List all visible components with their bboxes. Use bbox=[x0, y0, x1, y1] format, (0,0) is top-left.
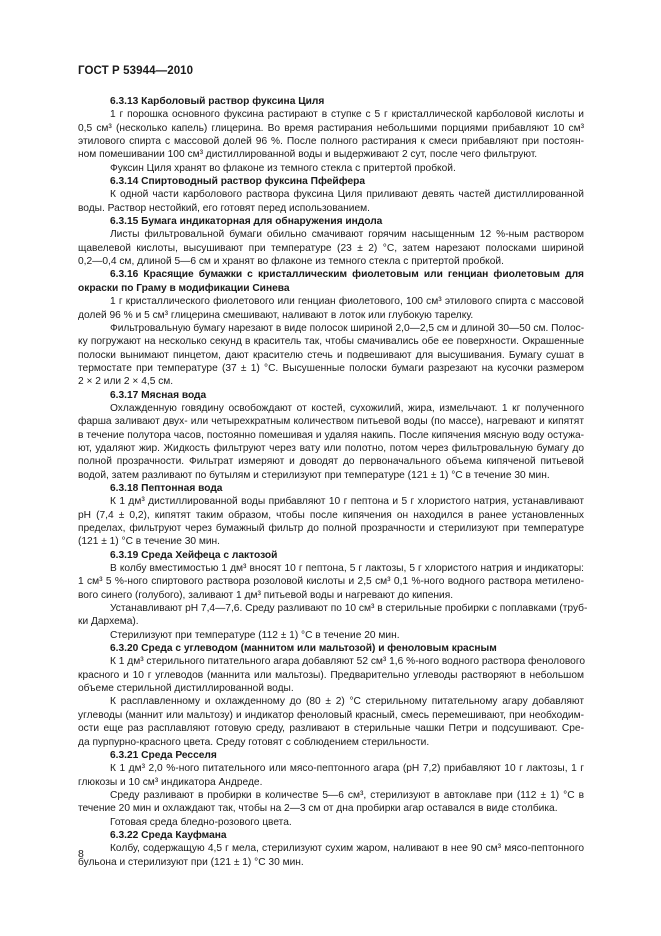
text-line: К 1 дм³ стерильного питательного агара добавляют 52 см³ 1,6 %-ного водного раствора фенолового bbox=[110, 656, 586, 668]
text-line: 2 × 2 или 2 × 4,5 см. bbox=[78, 376, 174, 388]
document-header: ГОСТ Р 53944—2010 bbox=[78, 65, 194, 77]
section-heading: 6.3.17 Мясная вода bbox=[110, 389, 207, 401]
text-line: 1 см³ 5 %-ного спиртового раствора розоловой кислоты и 2,5 см³ 0,1 %-ного водного раствора метилено- bbox=[78, 576, 584, 588]
text-line: ости еще раз расплавляют готовую среду, разливают в стерильные чашки Петри и подсушивают. Сре- bbox=[78, 723, 584, 735]
text-line: этилового спирта с массовой долей 96 %. После полного растирания к смеси прибавляют при постоян- bbox=[78, 136, 584, 148]
text-line: Колбу, содержащую 4,5 г мела, стерилизуют сухим жаром, наливают в нее 90 см³ мясо-пептонного bbox=[110, 843, 584, 855]
section-heading: 6.3.19 Среда Хейфеца с лактозой bbox=[110, 549, 278, 561]
text-line: Стерилизуют при температуре (112 ± 1) °С в течение 20 мин. bbox=[110, 629, 400, 641]
section-heading: 6.3.22 Среда Кауфмана bbox=[110, 829, 227, 841]
text-line: К 1 дм³ дистиллированной воды прибавляют 10 г пептона и 5 г хлористого натрия, устанавливают bbox=[110, 496, 584, 508]
text-line: (121 ± 1) °С в течение 30 мин. bbox=[78, 536, 221, 548]
text-line: ки Дархема). bbox=[78, 616, 139, 628]
text-line: бульона и стерилизуют при (121 ± 1) °С 30 мин. bbox=[78, 856, 304, 868]
text-line: вого синего (голубого), заливают 1 дм³ питьевой воды и нагревают до кипения. bbox=[78, 589, 454, 601]
text-line: глюкозы и 10 см³ индикатора Андреде. bbox=[78, 776, 263, 788]
section-heading: 6.3.14 Спиртоводный раствор фуксина Пфейфера bbox=[110, 176, 366, 188]
text-line: красного и 10 г углеводов (маннита или мальтозы). Предварительно углеводы растворяют в небольшом bbox=[78, 669, 584, 681]
text-line: объеме стерильной дистиллированной воды. bbox=[78, 683, 294, 695]
text-line: К 1 дм³ 2,0 %-ного питательного или мясо-пептонного агара (рН 7,2) прибавляют 10 г лактозы, 1 г bbox=[110, 763, 584, 775]
text-line: ку погружают на несколько секунд в краситель так, чтобы смачивались обе ее поверхности. Окрашенные bbox=[78, 336, 584, 348]
section-heading: 6.3.13 Карболовый раствор фуксина Циля bbox=[110, 96, 325, 107]
text-line: термостате при температуре (37 ± 1) °С. Высушенные полоски бумаги разрезают на кусочки размером bbox=[78, 362, 584, 374]
text-line: 0,2—0,4 см, длиной 5—6 см и хранят во флаконе из темного стекла с притертой пробкой. bbox=[78, 256, 504, 268]
text-line: В колбу вместимостью 1 дм³ вносят 10 г пептона, 5 г лактозы, 5 г хлористого натрия и индикаторы: bbox=[110, 563, 584, 575]
text-line: углеводы (маннит или мальтозу) и индикатор феноловый красный, смесь перемешивают, при необходим- bbox=[78, 709, 584, 721]
text-line: Фуксин Циля хранят во флаконе из темного стекла с притертой пробкой. bbox=[110, 162, 456, 174]
text-line: Среду разливают в пробирки в количестве 5—6 см³, стерилизуют в автоклаве при (112 ± 1) °С в bbox=[110, 789, 584, 801]
text-line: К одной части карболового раствора фуксина Циля приливают девять частей дистиллированной bbox=[110, 189, 584, 201]
text-line: полной прозрачности. Фильтрат измеряют и доводят до первоначального объема кипяченой питьевой bbox=[78, 456, 584, 468]
text-line: полоски вынимают пинцетом, дают красителю стечь и подвешивают для высушивания. Бумагу сушат в bbox=[78, 349, 584, 361]
section-heading: 6.3.21 Среда Ресселя bbox=[110, 749, 217, 761]
text-line: ном помешивании 100 см³ дистиллированной воды и выдерживают 2 сут, после чего фильтруют. bbox=[78, 149, 538, 161]
text-line: щавелевой кислоты, высушивают при температуре (23 ± 2) °С, затем нарезают полосками шириной bbox=[78, 242, 584, 254]
text-line: долей 96 % и 5 см³ глицерина смешивают, наливают в лоток или глубокую тарелку. bbox=[78, 309, 474, 321]
section-heading: окраски по Граму в модификации Синева bbox=[78, 282, 290, 294]
text-line: Устанавливают рН 7,4—7,6. Среду разливают по 10 см³ в стерильные пробирки с поплавками (труб- bbox=[110, 603, 588, 615]
text-line: пределах, фильтруют через бумажный фильтр до полной прозрачности и стерилизуют при температуре bbox=[78, 523, 584, 534]
text-line: рН (7,4 ± 0,2), кипятят таким образом, чтобы после кипячения он находился в ранее установленных bbox=[78, 509, 584, 521]
document-body bbox=[78, 95, 588, 869]
text-line: фарша заливают двух- или четырехкратным количеством питьевой воды (по массе), нагревают и кипятят bbox=[78, 416, 584, 428]
page-number: 8 bbox=[78, 848, 84, 860]
section-heading: 6.3.20 Среда с углеводом (маннитом или мальтозой) и феноловым красным bbox=[110, 643, 497, 655]
text-line: 1 г кристаллического фиолетового или генциан фиолетового, 100 см³ этилового спирта с массовой bbox=[110, 296, 584, 308]
text-line: Фильтровальную бумагу нарезают в виде полосок шириной 2,0—2,5 см и длиной 30—50 см. Полос- bbox=[110, 322, 585, 334]
text-line: 1 г порошка основного фуксина растирают в ступке с 5 г кристаллической карболовой кислоты и bbox=[110, 109, 584, 121]
section-heading: 6.3.15 Бумага индикаторная для обнаружения индола bbox=[110, 216, 383, 228]
text-line: Охлажденную говядину освобождают от костей, сухожилий, жира, измельчают. 1 кг полученного bbox=[110, 402, 584, 414]
text-line: водой, затем разливают по бутылям и стерилизуют при температуре (121 ± 1) °С в течение 30 мин. bbox=[78, 469, 550, 481]
section-heading: 6.3.18 Пептонная вода bbox=[110, 482, 223, 494]
text-line: Листы фильтровальной бумаги обильно смачивают горячим насыщенным 12 %-ным раствором bbox=[110, 229, 584, 241]
text-line: Готовая среда бледно-розового цвета. bbox=[110, 816, 292, 828]
section-heading: 6.3.16 Красящие бумажки с кристаллическим фиолетовым или генциан фиолетовым для bbox=[110, 269, 584, 281]
text-line: 0,5 см³ (несколько капель) глицерина. Во время растирания небольшими порциями прибавляют 10 см³ bbox=[78, 122, 584, 134]
text-line: в течение полутора часов, постоянно помешивая и удаляя накипь. После кипячения мясную воду остужа- bbox=[78, 429, 584, 441]
text-line: воды. Раствор нестойкий, его готовят перед использованием. bbox=[78, 202, 370, 214]
text-line: течение 20 мин и охлаждают так, чтобы на 2—3 см от дна пробирки агар оставался в виде столбика. bbox=[78, 803, 558, 815]
text-line: да пурпурно-красного цвета. Среду готовят с соблюдением стерильности. bbox=[78, 736, 430, 748]
text-line: К расплавленному и охлажденному до (80 ± 2) °С стерильному питательному агару добавляют bbox=[110, 696, 584, 708]
text-line: ют, удаляют жир. Жидкость фильтруют через вату или полотно, потом через фильтровальную бумагу до bbox=[78, 442, 584, 454]
